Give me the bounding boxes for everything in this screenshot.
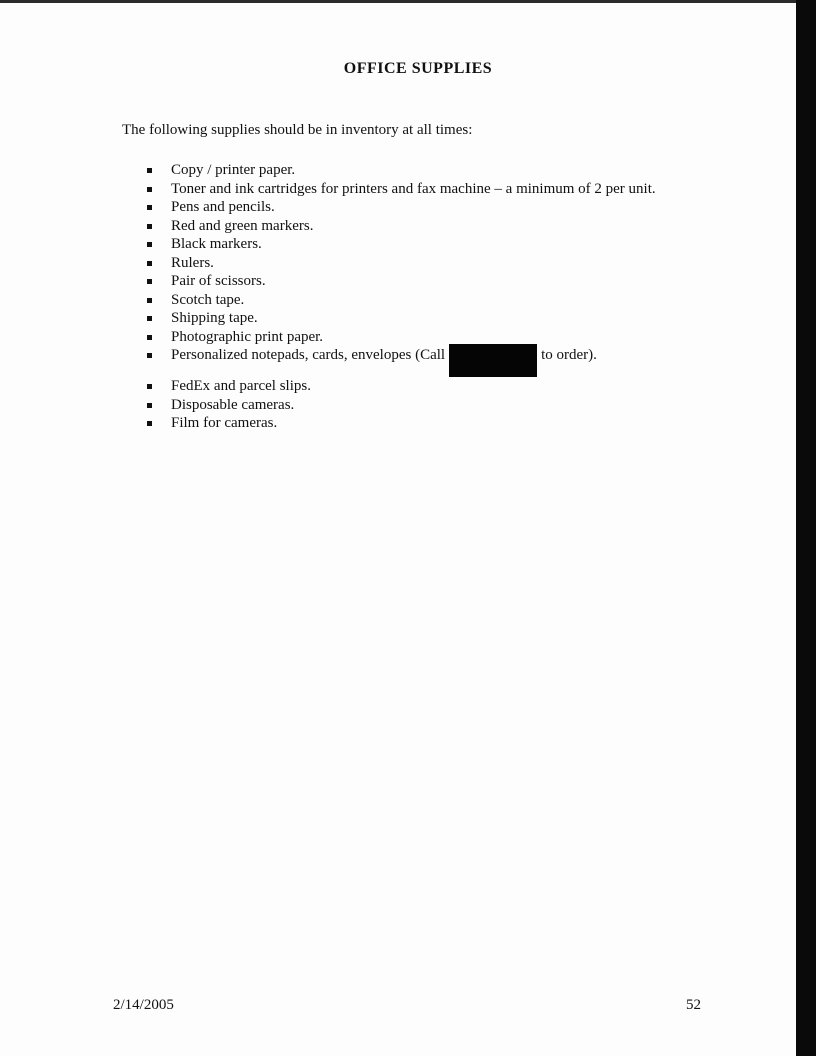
intro-text: The following supplies should be in inventory at all times: [122,122,473,138]
list-item [145,180,656,199]
scan-border-bar [796,0,816,1056]
square-bullet-icon [147,205,152,210]
list-item-text: Disposable cameras. [171,396,295,413]
square-bullet-icon [147,261,152,266]
square-bullet-icon [147,298,152,303]
list-item [145,254,656,273]
square-bullet-icon [147,403,152,408]
footer-page-number: 52 [686,997,701,1013]
page-title: OFFICE SUPPLIES [343,60,493,77]
list-item-text: Pens and pencils. [171,199,275,215]
list-item [145,414,656,433]
square-bullet-icon [147,187,152,192]
list-item-text: Pair of scissors. [171,273,266,289]
square-bullet-icon [147,353,152,358]
footer-date: 2/14/2005 [113,997,174,1013]
list-item [145,346,656,377]
list-item-text: Black markers. [171,236,262,252]
list-item [145,328,656,347]
square-bullet-icon [147,168,152,173]
square-bullet-icon [147,279,152,284]
square-bullet-icon [147,384,152,389]
list-item-text: Toner and ink cartridges for printers and fax machine – a minimum of 2 per unit. [171,180,656,197]
list-item-text: Copy / printer paper. [171,162,296,178]
list-item-suffix: to order). [541,347,597,363]
list-item [145,309,656,328]
list-item-text: Photographic print paper. [171,328,324,345]
top-scan-edge [0,0,796,3]
supply-list [145,161,656,433]
list-item [145,377,656,396]
square-bullet-icon [147,421,152,426]
list-item [145,272,656,291]
list-item [145,396,656,415]
list-item [145,161,656,180]
list-item [145,217,656,236]
square-bullet-icon [147,242,152,247]
list-item-text: Personalized notepads, cards, envelopes (Call [171,347,446,363]
list-item-text: FedEx and parcel slips. [171,378,311,394]
list-item [145,235,656,254]
list-item [145,291,656,310]
redaction-box [449,344,537,377]
list-item-text: Shipping tape. [171,310,258,326]
square-bullet-icon [147,316,152,321]
list-item-text: Red and green markers. [171,217,314,234]
list-item-text: Scotch tape. [171,291,245,308]
square-bullet-icon [147,335,152,340]
list-item-text: Film for cameras. [171,415,278,431]
list-item [145,198,656,217]
square-bullet-icon [147,224,152,229]
list-item-text: Rulers. [171,254,214,271]
